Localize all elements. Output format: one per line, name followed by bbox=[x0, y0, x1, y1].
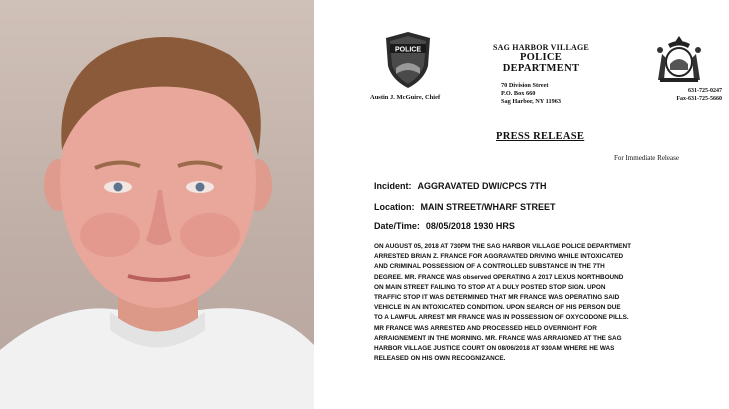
body-line: ARRESTED BRIAN Z. FRANCE FOR AGGRAVATED DRIVING WHILE INTOXICATED bbox=[374, 253, 624, 261]
body-line: DEGREE. MR. FRANCE WAS observed OPERATING A 2017 LEXUS NORTHBOUND bbox=[374, 273, 624, 281]
body-line: TRAFFIC STOP IT WAS DETERMINED THAT MR FRANCE WAS OPERATING SAID bbox=[374, 294, 620, 302]
location-value: MAIN STREET/WHARF STREET bbox=[420, 202, 556, 212]
incident-label: Incident: bbox=[374, 181, 412, 191]
incident-value: AGGRAVATED DWI/CPCS 7TH bbox=[417, 181, 547, 191]
body-line: HARBOR VILLAGE JUSTICE COURT ON 08/06/2018 AT 930AM WHERE HE WAS bbox=[374, 345, 615, 353]
address-line: Sag Harbor, NY 11963 bbox=[501, 98, 562, 106]
phone-number: 631-725-0247 bbox=[688, 88, 722, 94]
body-line: MR FRANCE WAS ARRESTED AND PROCESSED HELD OVERNIGHT FOR bbox=[374, 324, 597, 332]
chief-name: Austin J. McGuire, Chief bbox=[370, 94, 441, 101]
dept-line-2: DEPARTMENT bbox=[502, 63, 580, 75]
release-body bbox=[374, 242, 724, 364]
incident-field bbox=[374, 181, 547, 191]
body-line: ON MAIN STREET FAILING TO STOP AT A DULY POSTED STOP SIGN. UPON bbox=[374, 283, 606, 291]
address-line: 70 Division Street bbox=[501, 82, 549, 89]
department-address bbox=[501, 82, 561, 107]
police-badge-logo bbox=[384, 30, 432, 95]
address-line: P.O. Box 660 bbox=[501, 90, 536, 98]
datetime-label: Date/Time: bbox=[374, 221, 420, 231]
booking-photo bbox=[0, 0, 314, 409]
press-release-document bbox=[318, 0, 729, 409]
new-york-state-seal-icon bbox=[652, 34, 706, 89]
body-line: TO A LAWFUL ARREST MR FRANCE WAS IN POSSESSION OF OXYCODONE PILLS. bbox=[374, 314, 629, 322]
press-release-heading: PRESS RELEASE bbox=[496, 131, 585, 142]
body-line: AND CRIMINAL POSSESSION OF A CONTROLLED SUBSTANCE IN THE 7TH bbox=[374, 263, 605, 271]
badge-label: POLICE bbox=[394, 46, 422, 54]
portrait-illustration bbox=[0, 0, 314, 409]
body-line: ARRAIGNEMENT IN THE MORNING. MR. FRANCE WAS ARRAIGNED AT THE SAG bbox=[374, 334, 622, 342]
contact-numbers bbox=[646, 87, 722, 103]
location-label: Location: bbox=[374, 202, 415, 212]
village-name: SAG HARBOR VILLAGE bbox=[493, 43, 589, 52]
location-field bbox=[374, 202, 556, 212]
release-note: For Immediate Release bbox=[614, 154, 679, 162]
department-header bbox=[466, 44, 616, 74]
dept-line-1: POLICE bbox=[519, 52, 563, 64]
datetime-field bbox=[374, 221, 515, 231]
body-line: VEHICLE IN AN INTOXICATED CONDITION. UPON SEARCH OF HIS PERSON DUE bbox=[374, 304, 621, 312]
datetime-value: 08/05/2018 1930 HRS bbox=[425, 221, 515, 231]
body-line: ON AUGUST 05, 2018 AT 730PM THE SAG HARBOR VILLAGE POLICE DEPARTMENT bbox=[374, 243, 632, 250]
body-line: RELEASED ON HIS OWN RECOGNIZANCE. bbox=[374, 355, 506, 363]
fax-number: Fax-631-725-5660 bbox=[676, 96, 722, 103]
